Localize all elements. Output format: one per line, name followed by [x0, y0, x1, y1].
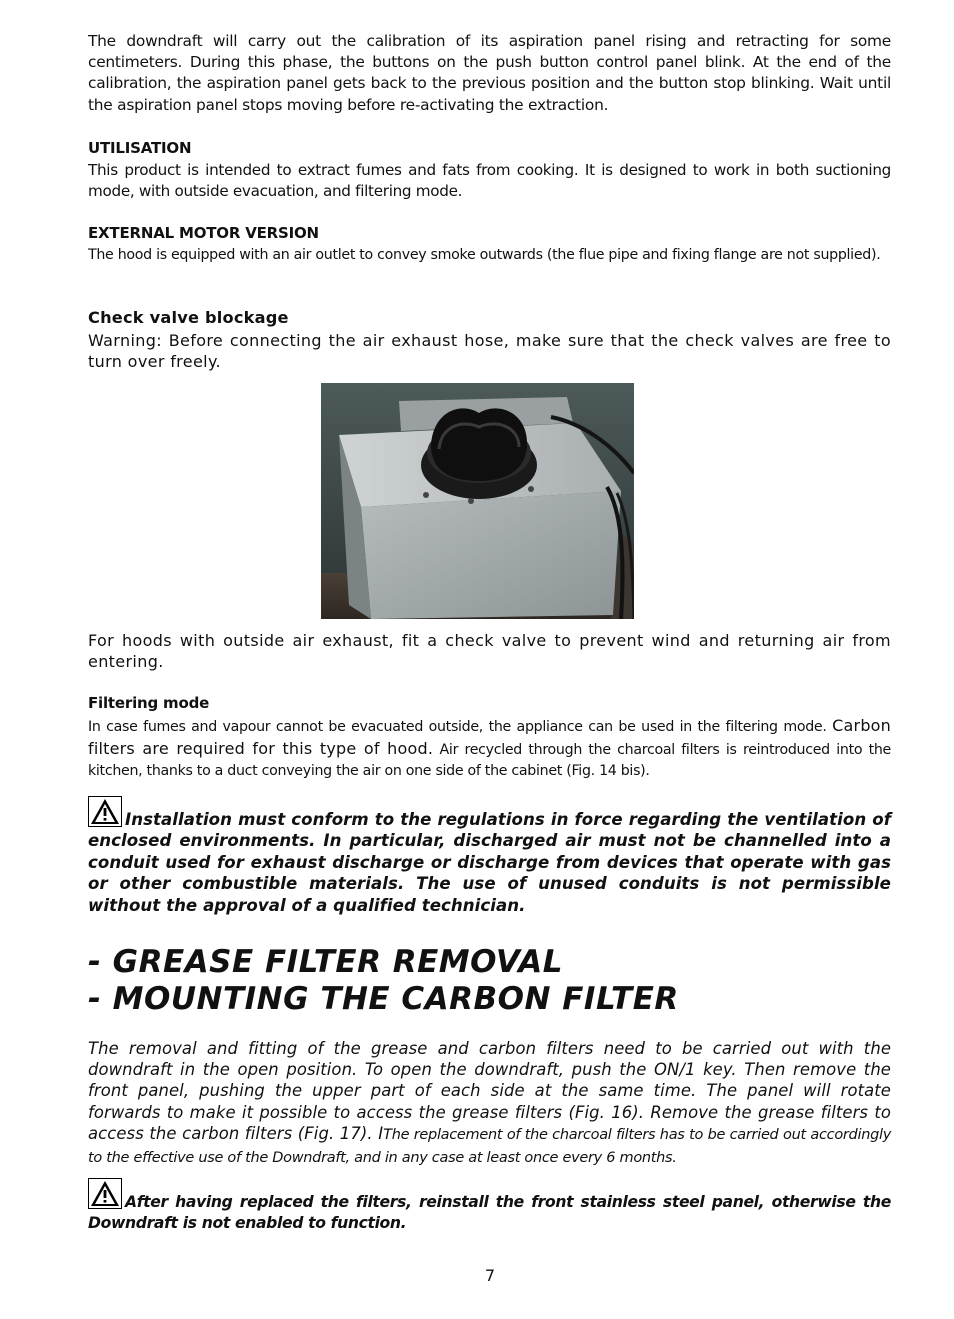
check-valve-photo: [321, 383, 634, 619]
warning-icon: [88, 796, 122, 827]
filtering-text-b: Carbon filters are required for this type of hood.: [88, 716, 892, 758]
check-valve-caption: For hoods with outside air exhaust, fit a check valve to prevent wind and returning air from entering.: [88, 631, 891, 672]
warning-icon: [88, 1178, 122, 1209]
filtering-text-c: Air recycled through the charcoal filters is reintroduced into the kitchen, thanks to a duct conveying the air on one side of the cabinet (Fig. 14 bis).: [88, 742, 891, 779]
page-number: 7: [484, 1266, 496, 1285]
section-title-line2: - MOUNTING THE CARBON FILTER: [88, 981, 679, 1017]
filter-removal-paragraph: [88, 1038, 891, 1169]
filtering-text-a: In case fumes and vapour cannot be evacuated outside, the appliance can be used in the filtering mode.: [88, 719, 827, 735]
reinstall-warning: [88, 1178, 891, 1235]
utilisation-paragraph: This product is intended to extract fumes and fats from cooking. It is designed to work in both suctioning mode, with outside evacuation, and filtering mode.: [88, 161, 891, 201]
check-valve-paragraph: Warning: Before connecting the air exhaust hose, make sure that the check valves are free to turn over freely.: [88, 331, 891, 372]
reinstall-warning-text: After having replaced the filters, reinstall the front stainless steel panel, otherwise the Downdraft is not enabled to function.: [88, 1193, 891, 1233]
ventilation-warning-text: Installation must conform to the regulations in force regarding the ventilation of enclosed environments. In particular, discharged air must not be channelled into a conduit used for exhaust discharge or discharge from devices that operate with gas or other combustible materials. The use of unused conduits is not permissible without the approval of a qualified technician.: [88, 810, 891, 915]
filtering-mode-paragraph: [88, 715, 891, 782]
filtering-mode-heading: Filtering mode: [88, 694, 210, 712]
external-motor-heading: EXTERNAL MOTOR VERSION: [88, 224, 319, 242]
filter-removal-text-b: The replacement of the charcoal filters has to be carried out accordingly to the effective use of the Downdraft, and in any case at least once every 6 months.: [88, 1126, 891, 1167]
external-motor-paragraph: The hood is equipped with an air outlet to convey smoke outwards (the flue pipe and fixing flange are not supplied).: [88, 247, 881, 263]
utilisation-heading: UTILISATION: [88, 139, 192, 157]
check-valve-heading: Check valve blockage: [88, 308, 289, 327]
calibration-paragraph: The downdraft will carry out the calibration of its aspiration panel rising and retracting for some centimeters. During this phase, the buttons on the push button control panel blink. At the end of the calibration, the aspiration panel gets back to the previous position and the button stop blinking. Wait until the aspiration panel stops moving before re-activating the extraction.: [88, 32, 891, 114]
filter-removal-text-a: The removal and fitting of the grease and carbon filters need to be carried out with the downdraft in the open position. To open the downdraft, push the ON/1 key. Then remove the front panel, pushing the upper part of each side at the same time. The panel will rotate forwards to make it possible to access the grease filters (Fig. 16). Remove the grease filters to access the carbon filters (Fig. 17). I: [88, 1039, 891, 1143]
ventilation-warning: [88, 796, 891, 916]
section-title-line1: - GREASE FILTER REMOVAL: [88, 944, 564, 980]
